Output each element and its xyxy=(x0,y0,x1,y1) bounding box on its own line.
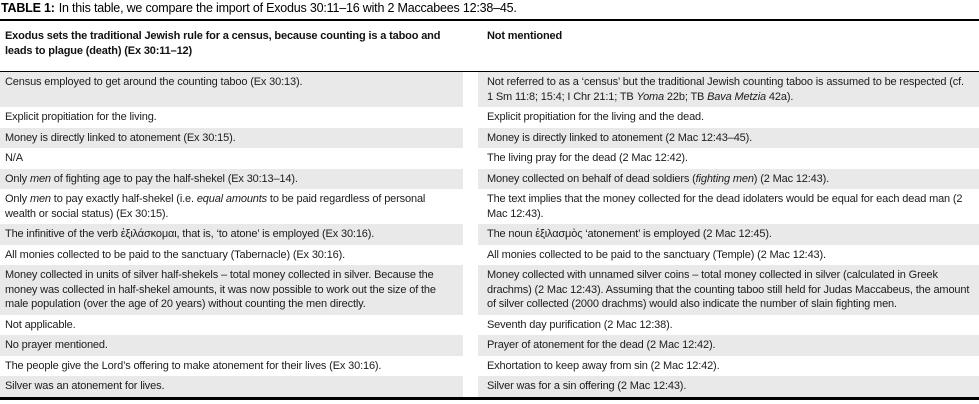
table-row xyxy=(0,189,979,224)
maccabees-cell: The noun ἐξιλασμὸς ‘atonement’ is employed (2 Mac 12:45). xyxy=(478,224,979,245)
table-caption-label: TABLE 1: xyxy=(1,1,55,15)
exodus-cell: Explicit propitiation for the living. xyxy=(5,111,157,123)
table-row xyxy=(0,224,979,245)
table-row xyxy=(0,315,979,336)
maccabees-cell: The living pray for the dead (2 Mac 12:42). xyxy=(487,152,688,164)
maccabees-cell: Money collected with unnamed silver coins – total money collected in silver (calculated in Greek drachms) (2 Mac 12:43). Assuming that the counting taboo still held for Judas Maccabeus, the amount of silver collected (2000 drachms) would also indicate the number of slain fighting men. xyxy=(478,265,979,315)
table-row xyxy=(0,356,979,377)
table-row xyxy=(0,107,979,128)
exodus-cell: N/A xyxy=(5,152,23,164)
exodus-cell: The infinitive of the verb ἐξιλάσκομαι, that is, ‘to atone’ is employed (Ex 30:16). xyxy=(0,224,463,245)
exodus-cell: All monies collected to be paid to the sanctuary (Tabernacle) (Ex 30:16). xyxy=(5,248,346,261)
exodus-cell: No prayer mentioned. xyxy=(0,335,463,356)
table-row xyxy=(0,376,979,397)
table-row xyxy=(0,148,979,169)
exodus-cell: Census employed to get around the counting taboo (Ex 30:13). xyxy=(0,72,463,107)
table-row xyxy=(0,169,979,190)
maccabees-cell: Not referred to as a ‘census’ but the traditional Jewish counting taboo is assumed to be respected (cf. 1 Sm 11:8; 15:4; I Chr 21:1; TB Yoma 22b; TB Bava Metzia 42a). xyxy=(478,72,979,107)
exodus-cell: Only men to pay exactly half-shekel (i.e. equal amounts to be paid regardless of personal wealth or social status) (Ex 30:15). xyxy=(5,193,426,220)
maccabees-cell: Exhortation to keep away from sin (2 Mac 12:42). xyxy=(487,359,720,372)
table-row xyxy=(0,245,979,266)
table-row xyxy=(0,265,979,315)
table-row xyxy=(0,72,979,107)
table-row xyxy=(0,128,979,149)
table-row xyxy=(0,335,979,356)
table-caption xyxy=(0,0,979,21)
column-header-maccabees: Not mentioned xyxy=(487,30,563,42)
maccabees-cell: Seventh day purification (2 Mac 12:38). xyxy=(487,318,673,331)
table-header-row xyxy=(0,21,979,72)
maccabees-cell: Money collected on behalf of dead soldiers (fighting men) (2 Mac 12:43). xyxy=(478,169,979,190)
table-caption-text: In this table, we compare the import of Exodus 30:11–16 with 2 Maccabees 12:38–45. xyxy=(58,1,517,15)
exodus-cell: Not applicable. xyxy=(5,318,76,331)
exodus-cell: Only men of fighting age to pay the half-shekel (Ex 30:13–14). xyxy=(0,169,463,190)
maccabees-cell: Money is directly linked to atonement (2 Mac 12:43–45). xyxy=(478,128,979,149)
exodus-cell: Money collected in units of silver half-shekels – total money collected in silver. Because the money was collected in half-shekel amounts, it was now possible to work out the size of the male population (over the age of 20 years) without counting the men directly. xyxy=(0,265,463,315)
exodus-cell: Silver was an atonement for lives. xyxy=(0,376,463,397)
maccabees-cell: All monies collected to be paid to the sanctuary (Temple) (2 Mac 12:43). xyxy=(487,248,826,261)
column-header-exodus: Exodus sets the traditional Jewish rule for a census, because counting is a taboo and leads to plague (death) (Ex 30:11–12) xyxy=(5,30,441,57)
maccabees-cell: The text implies that the money collected for the dead idolaters would be equal for each dead man (2 Mac 12:43). xyxy=(487,193,963,220)
maccabees-cell: Prayer of atonement for the dead (2 Mac 12:42). xyxy=(478,335,979,356)
exodus-cell: Money is directly linked to atonement (Ex 30:15). xyxy=(0,128,463,149)
maccabees-cell: Explicit propitiation for the living and the dead. xyxy=(487,111,704,123)
table-body xyxy=(0,72,979,400)
maccabees-cell: Silver was for a sin offering (2 Mac 12:43). xyxy=(478,376,979,397)
exodus-cell: The people give the Lord’s offering to make atonement for their lives (Ex 30:16). xyxy=(5,359,382,372)
